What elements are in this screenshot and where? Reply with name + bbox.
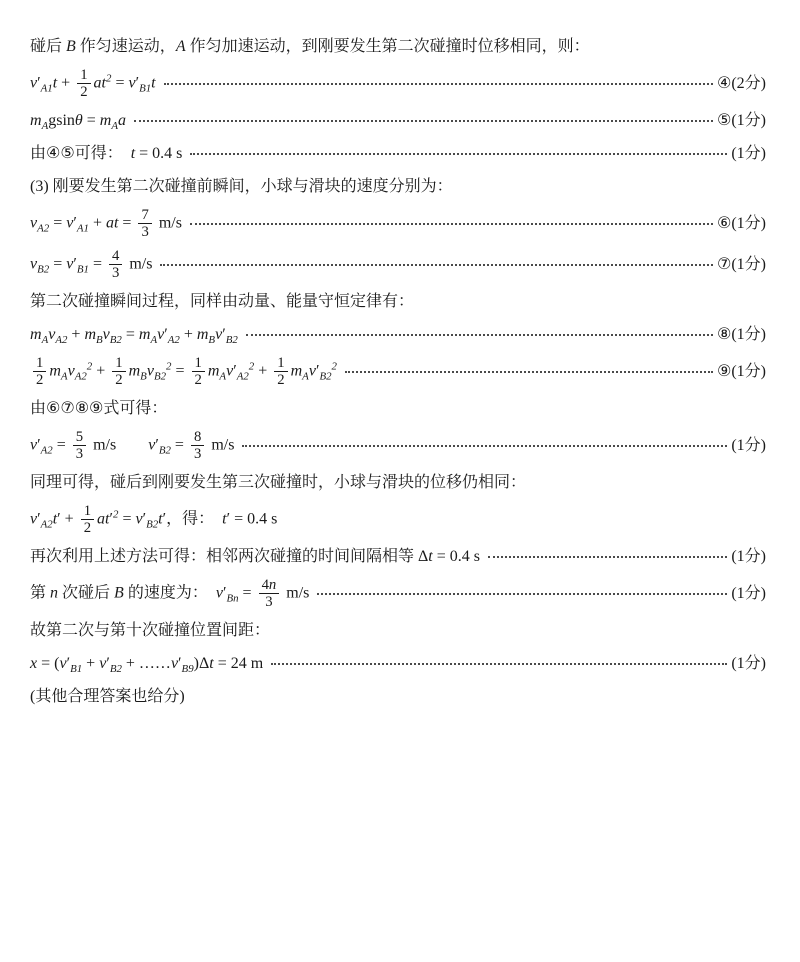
dotted-leader xyxy=(246,334,713,336)
score-badge: (1分) xyxy=(731,547,766,565)
result-text: $v'_{A2}$ = $\frac{5}{3}$ m/s $v'_{B2}$ = $\frac{8}{3}$ m/s xyxy=(30,428,235,462)
dotted-leader xyxy=(242,445,727,447)
statement-text: 故第二次与第十次碰撞位置间距： xyxy=(30,621,271,639)
statement-text: 同理可得，碰后到刚要发生第三次碰撞时，小球与滑块的位移仍相同： xyxy=(30,473,527,491)
distance-result xyxy=(30,647,766,680)
dotted-leader xyxy=(164,83,713,85)
dotted-leader xyxy=(271,663,727,665)
note-text: (其他合理答案也给分) xyxy=(30,687,185,705)
score-badge: (1分) xyxy=(731,654,766,672)
distance-statement xyxy=(30,614,766,647)
equation-5 xyxy=(30,104,766,137)
equation-8 xyxy=(30,318,766,351)
statement-text: 第二次碰撞瞬间过程，同样由动量、能量守恒定律有： xyxy=(30,292,415,310)
equation-6 xyxy=(30,203,766,244)
score-badge: ⑧(1分) xyxy=(716,325,766,343)
equation-third-collision xyxy=(30,499,766,540)
third-collision-statement xyxy=(30,466,766,499)
dotted-leader xyxy=(317,593,727,595)
dotted-leader xyxy=(190,153,727,155)
nth-velocity-result xyxy=(30,573,766,614)
score-badge: ⑤(1分) xyxy=(716,111,766,129)
statement-text: 碰后 B 作匀速运动，A 作匀加速运动，到刚要发生第二次碰撞时位移相同，则： xyxy=(30,37,590,55)
equation-text: $\frac{1}{2}$ $m_Av_{A2}^2$ + $\frac{1}{2}$ $m_Bv_{B2}^2$ = $\frac{1}{2}$ $m_Av'_{A2}^2$ + $\frac{1}{2}$ $m_Av'_{B2}^2$ xyxy=(30,355,337,389)
note-line xyxy=(30,680,766,713)
score-badge: (1分) xyxy=(731,584,766,602)
equation-text: $m_Agsin\theta = m_Aa$ xyxy=(30,111,126,132)
dotted-leader xyxy=(160,264,713,266)
dotted-leader xyxy=(134,120,713,122)
score-badge: ⑨(1分) xyxy=(716,362,766,380)
score-badge: ⑥(1分) xyxy=(716,214,766,232)
dotted-leader xyxy=(345,371,713,373)
score-badge: (1分) xyxy=(731,144,766,162)
interval-result xyxy=(30,540,766,573)
result-velocities xyxy=(30,425,766,466)
from-equations-statement xyxy=(30,392,766,425)
equation-9 xyxy=(30,351,766,392)
equation-4 xyxy=(30,63,766,104)
equation-text: $v'_{A2}t'$ + $\frac{1}{2}$ $at'^2 = v'_{B2}t'$，得： t′ = 0.4 s xyxy=(30,502,278,536)
dotted-leader xyxy=(190,223,713,225)
equation-text: $v_{B2} = v'_{B1}$ = $\frac{4}{3}$ m/s xyxy=(30,247,153,281)
statement-text: 由⑥⑦⑧⑨式可得： xyxy=(30,399,168,417)
score-badge: (1分) xyxy=(731,436,766,454)
heading-text: (3) 刚要发生第二次碰撞前瞬间，小球与滑块的速度分别为： xyxy=(30,177,453,195)
score-badge: ⑦(1分) xyxy=(716,255,766,273)
score-badge: ④(2分) xyxy=(716,74,766,92)
equation-text: $m_Av_{A2} + m_Bv_{B2} = m_Av'_{A2} + m_Bv'_{B2}$ xyxy=(30,325,238,346)
intro-statement xyxy=(30,30,766,63)
equation-7 xyxy=(30,244,766,285)
part3-heading xyxy=(30,170,766,203)
result-t xyxy=(30,137,766,170)
result-text: $x = (v'_{B1} + v'_{B2}$ + $\dots\dots v'_{B9})\Delta t = 24$ m xyxy=(30,654,264,675)
result-text: 由④⑤可得： t = 0.4 s xyxy=(30,144,183,162)
dotted-leader xyxy=(488,556,727,558)
momentum-energy-statement xyxy=(30,285,766,318)
equation-text: $v_{A2} = v'_{A1}$ + at = $\frac{7}{3}$ m/s xyxy=(30,206,182,240)
equation-text: $v'_{A1}t$ + $\frac{1}{2}$ $at^2 = v'_{B1}t$ xyxy=(30,66,156,100)
result-text: 再次利用上述方法可得：相邻两次碰撞的时间间隔相等 Δt = 0.4 s xyxy=(30,547,480,565)
result-text: 第 n 次碰后 B 的速度为： $v'_{Bn}$ = $\frac{4n}{3}$ m/s xyxy=(30,576,310,610)
